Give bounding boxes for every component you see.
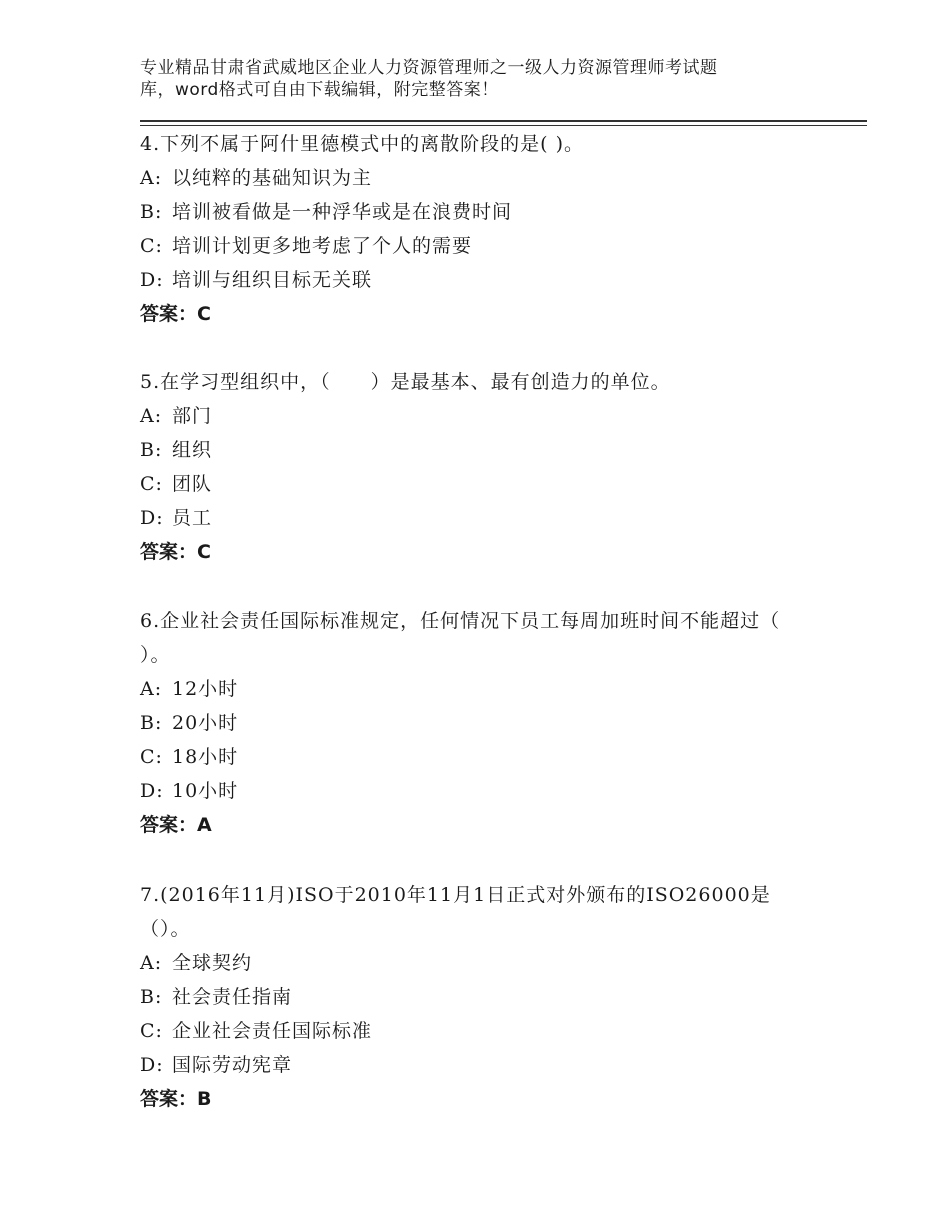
option-a	[140, 399, 820, 433]
option-letter: B:	[140, 201, 163, 223]
option-letter: A:	[140, 678, 163, 700]
question-6	[140, 604, 800, 842]
option-a	[140, 161, 820, 195]
option-text: 全球契约	[172, 952, 253, 974]
option-a	[140, 946, 810, 980]
option-letter: A:	[140, 167, 163, 189]
option-letter: C:	[140, 746, 163, 768]
option-text: 20小时	[172, 712, 239, 734]
header-line-1: 专业精品甘肃省武威地区企业人力资源管理师之一级人力资源管理师考试题	[140, 58, 718, 78]
document-header	[140, 57, 780, 101]
option-letter: D:	[140, 269, 164, 291]
option-letter: C:	[140, 235, 163, 257]
option-c	[140, 467, 820, 501]
option-c	[140, 1014, 810, 1048]
answer: 答案：A	[140, 814, 212, 836]
option-letter: C:	[140, 1020, 163, 1042]
option-letter: B:	[140, 986, 163, 1008]
option-letter: D:	[140, 507, 164, 529]
option-text: 部门	[172, 405, 213, 427]
option-letter: B:	[140, 439, 163, 461]
option-b	[140, 195, 820, 229]
option-b	[140, 980, 810, 1014]
option-letter: B:	[140, 712, 163, 734]
option-d	[140, 1048, 810, 1082]
question-text: 6.企业社会责任国际标准规定，任何情况下员工每周加班时间不能超过（ ）。	[140, 610, 781, 666]
option-c	[140, 740, 800, 774]
option-letter: A:	[140, 405, 163, 427]
option-letter: D:	[140, 780, 164, 802]
header-divider-thick	[140, 120, 867, 122]
option-text: 12小时	[172, 678, 239, 700]
option-text: 国际劳动宪章	[172, 1054, 293, 1076]
question-5	[140, 365, 820, 569]
option-b	[140, 706, 800, 740]
question-7	[140, 878, 810, 1116]
option-text: 组织	[172, 439, 213, 461]
option-d	[140, 263, 820, 297]
question-4	[140, 127, 820, 331]
option-text: 团队	[172, 473, 213, 495]
option-text: 培训与组织目标无关联	[172, 269, 373, 291]
option-b	[140, 433, 820, 467]
answer: 答案：B	[140, 1088, 212, 1110]
option-text: 员工	[172, 507, 213, 529]
answer: 答案：C	[140, 541, 211, 563]
option-c	[140, 229, 820, 263]
header-line-2: 库，word格式可自由下载编辑，附完整答案！	[140, 80, 499, 100]
answer: 答案：C	[140, 303, 211, 325]
option-text: 企业社会责任国际标准	[172, 1020, 373, 1042]
question-text: 7.(2016年11月)ISO于2010年11月1日正式对外颁布的ISO26000是（）。	[140, 884, 771, 940]
option-text: 18小时	[172, 746, 239, 768]
option-letter: D:	[140, 1054, 164, 1076]
question-text: 4.下列不属于阿什里德模式中的离散阶段的是( )。	[140, 133, 584, 155]
option-text: 培训被看做是一种浮华或是在浪费时间	[172, 201, 513, 223]
header-divider-thin	[140, 125, 867, 126]
option-letter: A:	[140, 952, 163, 974]
option-text: 10小时	[172, 780, 239, 802]
option-text: 社会责任指南	[172, 986, 293, 1008]
option-letter: C:	[140, 473, 163, 495]
option-d	[140, 501, 820, 535]
option-text: 以纯粹的基础知识为主	[172, 167, 373, 189]
question-text: 5.在学习型组织中，（ ）是最基本、最有创造力的单位。	[140, 371, 671, 393]
option-d	[140, 774, 800, 808]
option-text: 培训计划更多地考虑了个人的需要	[172, 235, 473, 257]
option-a	[140, 672, 800, 706]
